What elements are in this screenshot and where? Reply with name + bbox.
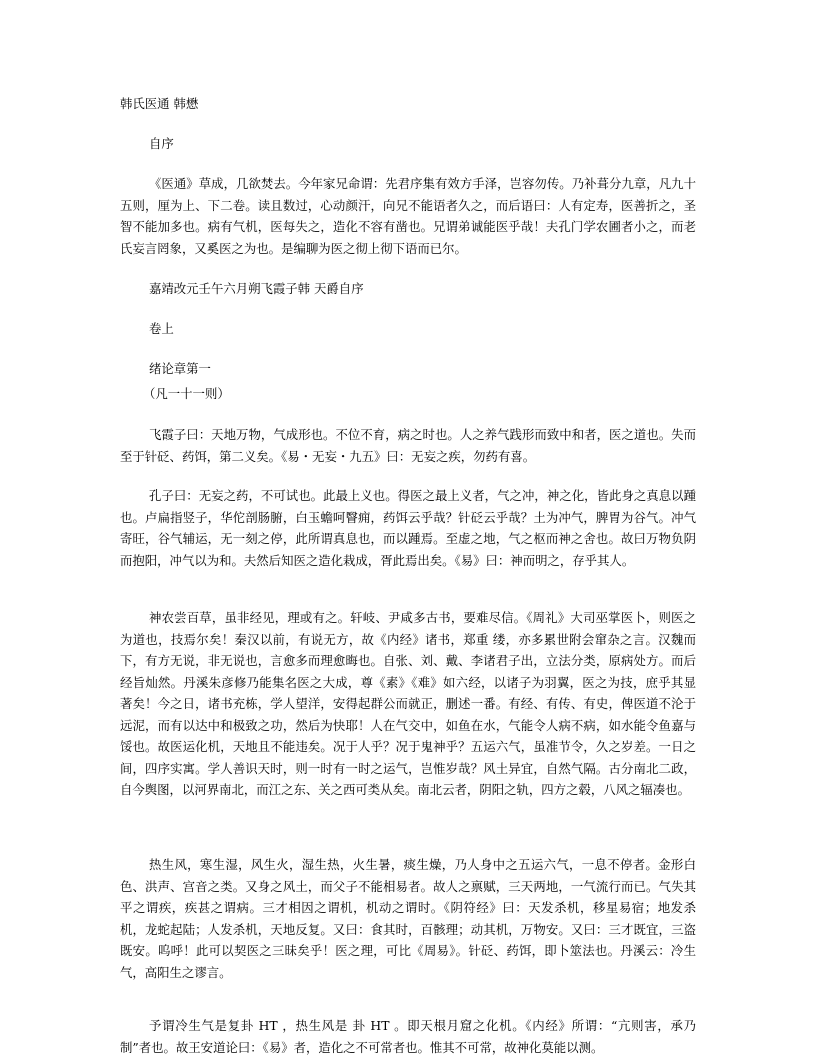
preface-heading: 自序 [149, 136, 174, 151]
document-title: 韩氏医通 韩懋 [120, 96, 199, 111]
body-paragraph-3: 神农尝百草，虽非经见，理或有之。轩岐、尹咸多古书，要难尽信。《周礼》大司巫掌医卜，则医之为道也，技焉尔矣！秦汉以前，有说无方，故《内经》诸书，郑重 缕，亦多累世附会窜杂之言。汉魏而下，有方无说，非无说也，言愈多而理愈晦也。自张、刘、戴、李诸君子出，立法分类，原病处方。而后经旨灿然。丹溪朱彦修乃能集名医之大成，尊《素》《难》如六经，以诸子为羽翼，医之为技，庶乎其显著矣！今之日，诸书充栋，学人望洋，安得起群公而就正，删述一番。有经、有传、有史，俾医道不沦于远泥，而有以达中和极致之功，然后为快耶！人在气交中，如鱼在水，气能令人病不病，如水能令鱼嘉与馁也。故医运化机，天地且不能违矣。况于人乎？况于鬼神乎？五运六气，虽准节令，久之岁差。一日之间，四序实寓。学人善识天时，则一时有一时之运气，岂惟岁哉？风土异宜，自然气隔。古分南北二政，自今舆图，以河界南北，而江之东、关之西可类从矣。南北云者，阴阳之轨，四方之毂，八风之辐凑也。 [120, 610, 696, 797]
preface-signature: 嘉靖改元壬午六月朔飞霞子韩 天爵自序 [149, 281, 364, 296]
body-paragraph-1: 飞霞子曰：天地万物，气成形也。不位不育，病之时也。人之养气践形而致中和者，医之道也。失而至于针砭、药饵，第二义矣。《易・无妄・九五》曰：无妄之疾，勿药有喜。 [120, 427, 696, 464]
preface-paragraph: 《医通》草成，几欲焚去。今年家兄命谓：先君序集有效方手泽，岂容勿传。乃补葺分九章，凡九十五则，厘为上、下二卷。读且数过，心动颜汗，向兄不能语者久之，而后语曰：人有定寿，医善折之，圣智不能加多也。病有气机，医每失之，造化不容有凿也。兄谓弟诚能医乎哉！夫孔门学农圃者小之，而老氏妄言罔象，又奚医之为也。是编聊为医之彻上彻下语而已尔。 [120, 176, 696, 256]
volume-heading: 卷上 [149, 321, 174, 336]
body-paragraph-4: 热生风，寒生湿，风生火，湿生热，火生暑，痰生燥，乃人身中之五运六气，一息不停者。金形白色、洪声、宫音之类。又身之风土，而父子不能相易者。故人之禀赋，三天两地，一气流行而已。气失其平之谓疾，疾甚之谓病。三才相因之谓机，机动之谓时。《阴符经》曰：天发杀机，移星易宿；地发杀机，龙蛇起陆；人发杀机，天地反复。又曰：食其时，百骸理；动其机，万物安。又曰：三才既宜，三盗既安。呜呼！此可以契医之三昧矣乎！医之理，可比《周易》。针砭、药饵，即卜筮法也。丹溪云：冷生气，高阳生之谬言。 [120, 857, 696, 980]
body-paragraph-5: 予谓冷生气是复卦 HT ，热生风是 卦 HT 。即天根月窟之化机。《内经》所谓：“亢则害，承乃制”者也。故王安道论曰：《易》者，造化之不可常者也。惟其不可常，故神化莫能以测。 [120, 1018, 696, 1055]
chapter-note: （凡一十一则） [143, 386, 230, 401]
body-paragraph-2: 孔子曰：无妄之药，不可试也。此最上义也。得医之最上义者，气之冲，神之化，皆此身之真息以踵也。卢扁指竖子，华佗剖肠腑，白玉蟾呵瞖痈，药饵云乎哉？针砭云乎哉？土为冲气，脾胃为谷气。冲气寄旺，谷气辅运，无一刻之停，此所谓真息也，而以踵焉。至虚之地，气之枢而神之舍也。故曰万物负阴而抱阳，冲气以为和。夫然后知医之造化栽成，胥此焉出矣。《易》曰：神而明之，存乎其人。 [120, 488, 696, 568]
chapter-heading: 绪论章第一 [149, 361, 211, 376]
